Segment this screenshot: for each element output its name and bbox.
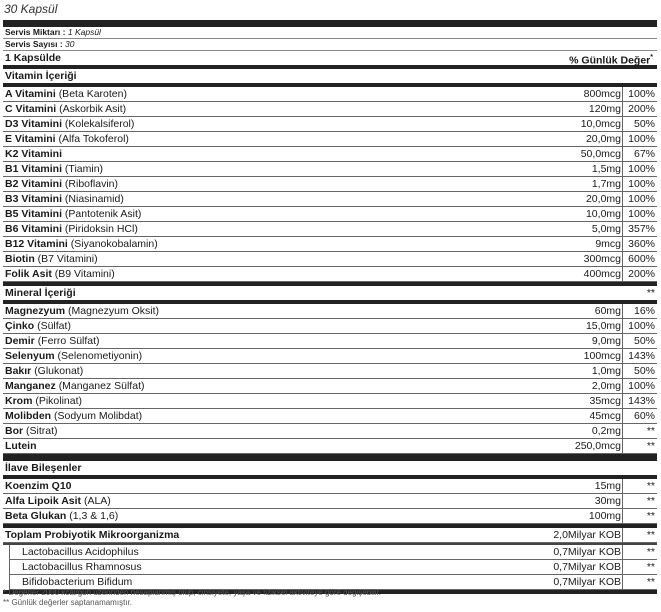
table-row — [3, 252, 657, 267]
table-row — [10, 560, 657, 575]
nutrient-amount: 9mcg — [595, 238, 621, 250]
daily-value: 100% — [628, 88, 655, 100]
nutrient-name: Manganez (Manganez Sülfat) — [5, 380, 145, 392]
nutrient-amount: 45mcg — [589, 410, 621, 422]
nutrient-name: Bifidobacterium Bifidum — [22, 576, 133, 588]
table-row — [3, 192, 657, 207]
table-row — [3, 132, 657, 147]
column-header — [3, 51, 657, 65]
daily-value: ** — [646, 546, 655, 558]
daily-value: 200% — [628, 268, 655, 280]
daily-value: 50% — [633, 335, 655, 347]
nutrient-name: Bakır (Glukonat) — [5, 365, 84, 377]
nutrient-name: Lactobacillus Acidophilus — [22, 546, 139, 558]
daily-value: ** — [646, 440, 655, 452]
daily-value: 100% — [628, 208, 655, 220]
daily-value: 143% — [628, 350, 655, 362]
nutrient-amount: 20,0mg — [585, 133, 621, 145]
extra-rule-top — [3, 454, 657, 461]
serving-amount-label: Servis Miktarı : — [5, 27, 66, 37]
nutrient-amount: 800mcg — [583, 88, 621, 100]
serving-count-value: 30 — [65, 39, 75, 49]
nutrient-name: B12 Vitamini (Siyanokobalamin) — [5, 238, 158, 250]
nutrient-amount: 10,0mcg — [580, 118, 621, 130]
top-rule — [3, 20, 657, 27]
table-row — [3, 379, 657, 394]
table-row — [3, 87, 657, 102]
nutrient-name: Lutein — [5, 440, 37, 452]
daily-value: 50% — [633, 118, 655, 130]
table-row — [3, 319, 657, 334]
table-row — [3, 509, 657, 524]
daily-value: 143% — [628, 395, 655, 407]
daily-value-header: % Günlük Değer* — [569, 54, 653, 67]
footnote-1: * Değerler 2000 kcal/gün üzerinden hesaplanmış olup, cinsiyete, yaşa ve fiziksel aktiviteye göre değişebilir. — [3, 588, 381, 597]
daily-value: 100% — [628, 163, 655, 175]
table-row — [3, 364, 657, 379]
serving-amount-row — [3, 27, 657, 39]
table-row — [3, 479, 657, 494]
nutrient-amount: 400mcg — [583, 268, 621, 280]
nutrient-amount: 10,0mg — [585, 208, 621, 220]
table-row — [3, 409, 657, 424]
nutrient-amount: 0,2mg — [591, 425, 621, 437]
nutrient-name: Molibden (Sodyum Molibdat) — [5, 410, 143, 422]
probiotic-rows — [9, 545, 657, 590]
mineral-rows — [3, 304, 657, 454]
nutrient-amount: 300mcg — [583, 253, 621, 265]
table-row — [3, 177, 657, 192]
extra-rows — [3, 479, 657, 524]
extra-section-title: İlave Bileşenler — [5, 462, 82, 474]
footnotes — [3, 588, 381, 608]
per-capsule-label: 1 Kapsülde — [5, 52, 62, 64]
table-row — [3, 494, 657, 509]
nutrient-name: Alfa Lipoik Asit (ALA) — [5, 495, 111, 507]
nutrient-name: Krom (Pikolinat) — [5, 395, 83, 407]
table-row — [3, 222, 657, 237]
nutrient-amount: 20,0mg — [585, 193, 621, 205]
vitamin-rows — [3, 87, 657, 282]
daily-value: 67% — [633, 148, 655, 160]
nutrient-amount: 250,0mcg — [574, 440, 621, 452]
nutrient-name: B3 Vitamini (Niasinamid) — [5, 193, 124, 205]
daily-value: 50% — [633, 365, 655, 377]
daily-value: ** — [646, 510, 655, 522]
nutrient-amount: 0,7Milyar KOB — [553, 546, 621, 558]
nutrient-name: B5 Vitamini (Pantotenik Asit) — [5, 208, 142, 220]
nutrient-name: Biotin (B7 Vitamini) — [5, 253, 98, 265]
table-row — [3, 102, 657, 117]
nutrient-name: B1 Vitamini (Tiamin) — [5, 163, 104, 175]
daily-value: 100% — [628, 193, 655, 205]
daily-value: 16% — [633, 305, 655, 317]
product-title: 30 Kapsül — [4, 2, 58, 16]
daily-value: 100% — [628, 133, 655, 145]
table-row — [10, 545, 657, 560]
nutrient-name: C Vitamini (Askorbik Asit) — [5, 103, 127, 115]
daily-value: 600% — [628, 253, 655, 265]
daily-value: 100% — [628, 320, 655, 332]
nutrient-amount: 15mg — [594, 480, 621, 492]
nutrition-table — [3, 20, 657, 594]
vitamin-section-title: Vitamin İçeriği — [5, 70, 77, 82]
serving-count-row — [3, 39, 657, 51]
daily-value: 60% — [633, 410, 655, 422]
daily-value: 200% — [628, 103, 655, 115]
footnote-2: ** Günlük değerler saptanamamıştır. — [3, 598, 132, 607]
nutrient-amount: 5,0mg — [591, 223, 621, 235]
nutrient-amount: 35mcg — [589, 395, 621, 407]
nutrient-amount: 1,5mg — [591, 163, 621, 175]
nutrient-amount: 100mg — [588, 510, 621, 522]
nutrient-amount: 0,7Milyar KOB — [553, 561, 621, 573]
daily-value: ** — [646, 480, 655, 492]
table-row — [3, 439, 657, 454]
nutrient-name: Magnezyum (Magnezyum Oksit) — [5, 305, 160, 317]
nutrient-name: B2 Vitamini (Riboflavin) — [5, 178, 119, 190]
nutrient-amount: 0,7Milyar KOB — [553, 576, 621, 588]
nutrient-amount: 100mcg — [583, 350, 621, 362]
nutrient-amount: 2,0mg — [591, 380, 621, 392]
nutrient-name: B6 Vitamini (Piridoksin HCl) — [5, 223, 138, 235]
serving-count-label: Servis Sayısı : — [5, 39, 63, 49]
table-row — [3, 304, 657, 319]
nutrient-name: D3 Vitamini (Kolekalsiferol) — [5, 118, 135, 130]
nutrient-amount: 50,0mcg — [580, 148, 621, 160]
daily-value: ** — [646, 495, 655, 507]
nutrient-name: Çinko (Sülfat) — [5, 320, 71, 332]
nutrient-name: K2 Vitamini — [5, 148, 62, 160]
table-row — [3, 267, 657, 282]
nutrient-name: Folik Asit (B9 Vitamini) — [5, 268, 115, 280]
probiotic-total-row: Toplam Probiyotik Mikroorganizma 2,0Milyar KOB ** — [5, 529, 655, 541]
nutrient-name: Koenzim Q10 — [5, 480, 72, 492]
table-row — [3, 117, 657, 132]
table-row — [3, 237, 657, 252]
nutrient-amount: 30mg — [594, 495, 621, 507]
table-row — [3, 334, 657, 349]
daily-value: 360% — [628, 238, 655, 250]
nutrient-name: A Vitamini (Beta Karoten) — [5, 88, 127, 100]
daily-value: ** — [646, 561, 655, 573]
table-row — [3, 424, 657, 439]
nutrient-amount: 1,0mg — [591, 365, 621, 377]
nutrient-amount: 120mg — [588, 103, 621, 115]
daily-value: ** — [646, 576, 655, 588]
nutrient-name: Selenyum (Selenometiyonin) — [5, 350, 143, 362]
nutrient-name: Demir (Ferro Sülfat) — [5, 335, 100, 347]
table-row — [3, 394, 657, 409]
daily-value: ** — [646, 425, 655, 437]
table-row — [3, 162, 657, 177]
serving-amount-value: 1 Kapsül — [67, 27, 101, 37]
table-row — [3, 349, 657, 364]
nutrient-amount: 15,0mg — [585, 320, 621, 332]
nutrient-amount: 60mg — [594, 305, 621, 317]
nutrient-name: Bor (Sitrat) — [5, 425, 58, 437]
table-row — [3, 147, 657, 162]
daily-value: 100% — [628, 380, 655, 392]
nutrient-amount: 1,7mg — [591, 178, 621, 190]
mineral-section-title: Mineral İçeriği ** — [5, 287, 655, 299]
nutrient-name: E Vitamini (Alfa Tokoferol) — [5, 133, 129, 145]
daily-value: 357% — [628, 223, 655, 235]
nutrient-name: Beta Glukan (1,3 & 1,6) — [5, 510, 119, 522]
nutrient-name: Lactobacillus Rhamnosus — [22, 561, 142, 573]
nutrient-amount: 9,0mg — [591, 335, 621, 347]
table-row — [3, 207, 657, 222]
daily-value: 100% — [628, 178, 655, 190]
